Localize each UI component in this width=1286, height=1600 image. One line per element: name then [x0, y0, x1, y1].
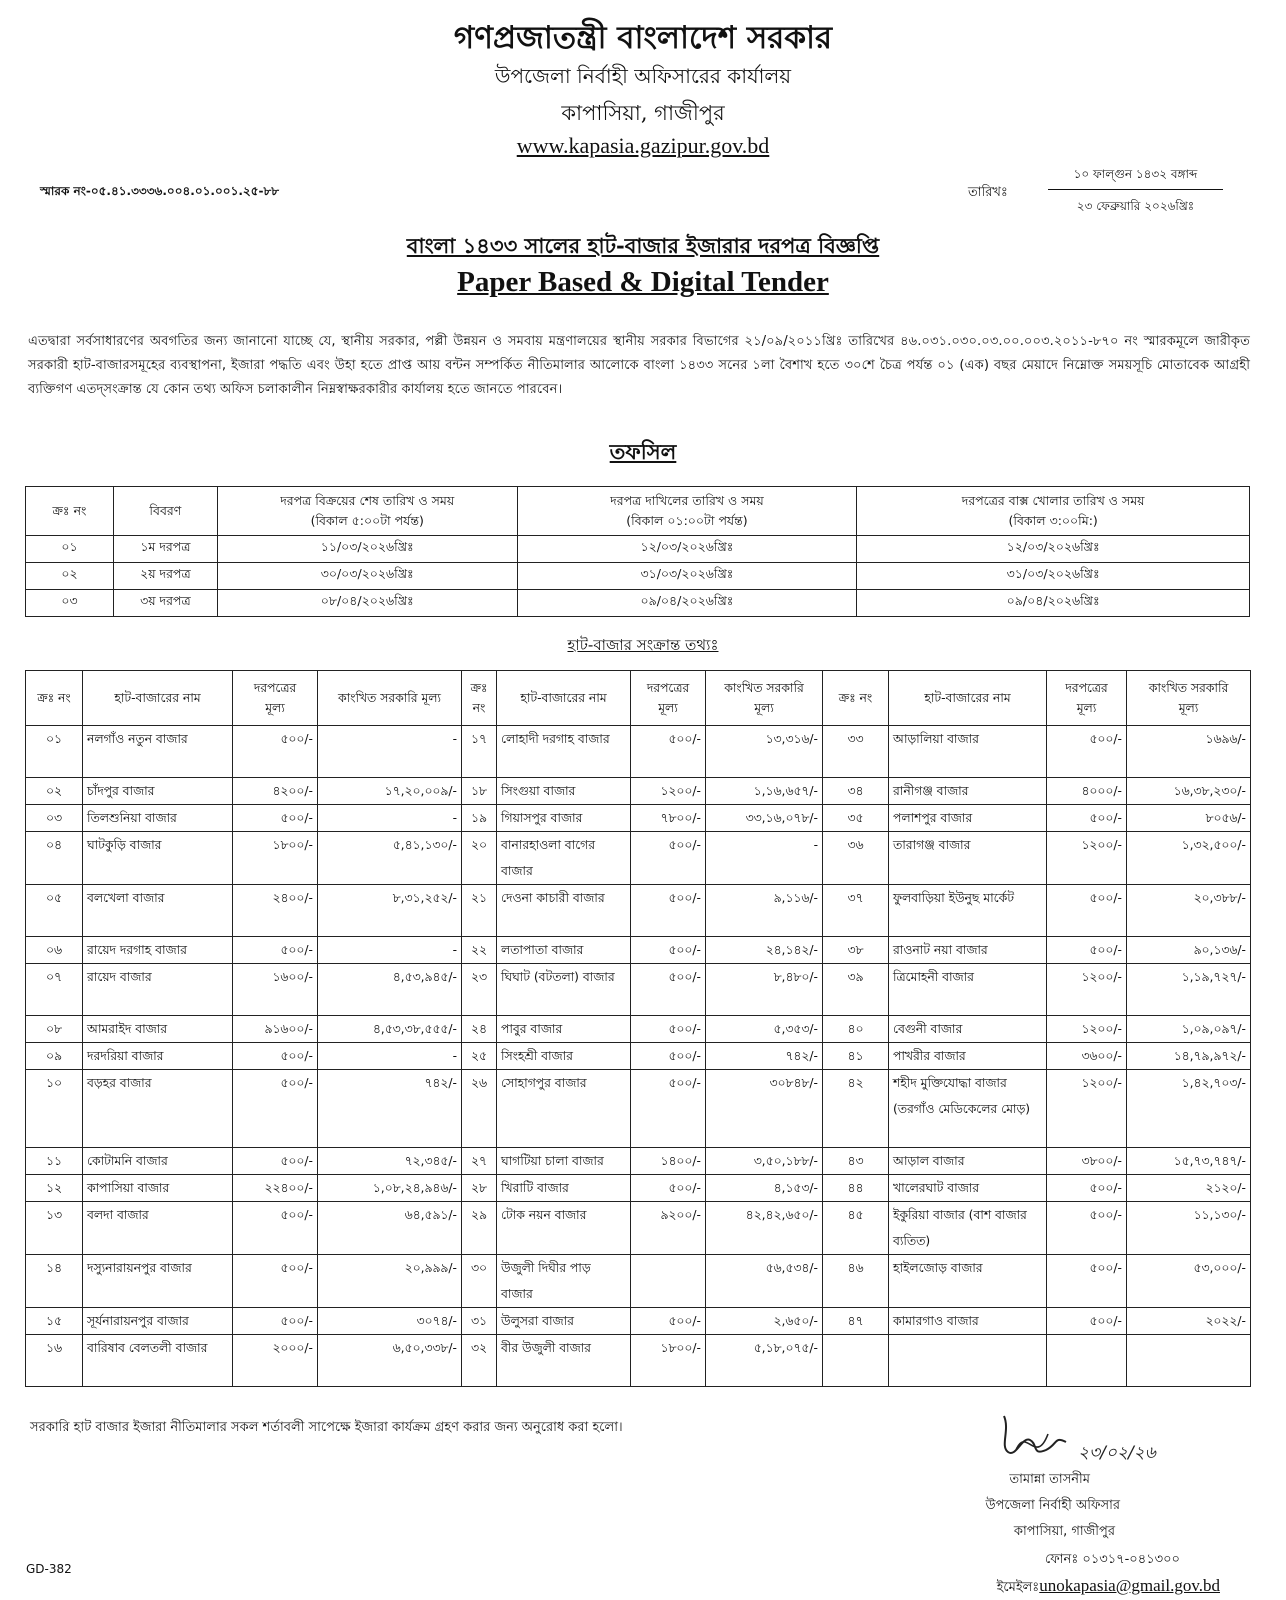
market-price: ১৪০০/-	[631, 1148, 706, 1175]
market-price: ৪২০০/-	[233, 778, 318, 805]
market-serial: ২৪	[462, 1016, 497, 1043]
market-price: ৯১৬০০/-	[233, 1016, 318, 1043]
market-govt-price: ৭৪২/-	[706, 1043, 823, 1070]
market-govt-price: ৩,৫০,১৮৮/-	[706, 1148, 823, 1175]
market-serial: ০৫	[26, 885, 83, 937]
market-govt-price: ১,৪২,৭০৩/-	[1127, 1070, 1251, 1148]
market-govt-price: -	[318, 726, 462, 778]
market-govt-price: ৫,১৮,০৭৫/-	[706, 1335, 823, 1387]
market-govt-price: ২১২০/-	[1127, 1175, 1251, 1202]
schedule-header-serial: ক্রঃ নং	[26, 487, 114, 536]
market-price: ৫০০/-	[631, 1016, 706, 1043]
header-name: হাট-বাজারের নাম	[889, 671, 1047, 726]
market-govt-price: ৪,১৫৩/-	[706, 1175, 823, 1202]
market-govt-price: ৩৩,১৬,০৭৮/-	[706, 805, 823, 832]
market-name: পলাশপুর বাজার	[889, 805, 1047, 832]
market-serial: ৪৪	[823, 1175, 889, 1202]
market-name: রায়েদ দরগাহ বাজার	[83, 937, 233, 964]
market-price: ৫০০/-	[1047, 1255, 1127, 1308]
market-table-body	[26, 726, 1251, 1387]
market-serial: ৩১	[462, 1308, 497, 1335]
market-govt-price: -	[318, 805, 462, 832]
market-govt-price: ৪,৫৩,৯৪৫/-	[318, 964, 462, 1016]
market-price	[631, 1255, 706, 1308]
market-serial: ৩৬	[823, 832, 889, 885]
market-serial: ১৭	[462, 726, 497, 778]
price-line2: মূল্য	[658, 701, 678, 715]
schedule-row	[26, 536, 1250, 563]
market-price: ৫০০/-	[1047, 937, 1127, 964]
open-header-line1: দরপত্রের বাক্স খোলার তারিখ ও সময়	[961, 493, 1145, 508]
market-govt-price: ২,৬৫০/-	[706, 1308, 823, 1335]
market-name: দরদরিয়া বাজার	[83, 1043, 233, 1070]
market-govt-price: ২০,৩৮৮/-	[1127, 885, 1251, 937]
market-row	[26, 1043, 1251, 1070]
serial-line1: ক্রঃ	[470, 681, 488, 695]
market-name: সিংহশ্রী বাজার	[497, 1043, 631, 1070]
market-govt-price: ৯০,১৩৬/-	[1127, 937, 1251, 964]
market-govt-price: ৩০৮৪৮/-	[706, 1070, 823, 1148]
notice-subtitle	[0, 266, 1286, 299]
market-govt-price: ৭৪২/-	[318, 1070, 462, 1148]
market-price: ৫০০/-	[631, 885, 706, 937]
serial-line2: নং	[472, 701, 486, 715]
market-name: টোক নয়ন বাজার	[497, 1202, 631, 1255]
market-govt-price: -	[318, 1043, 462, 1070]
market-serial: ২৭	[462, 1148, 497, 1175]
market-govt-price: ৫,৪১,১৩০/-	[318, 832, 462, 885]
market-row	[26, 1202, 1251, 1255]
market-name: কামারগাও বাজার	[889, 1308, 1047, 1335]
market-serial: ২১	[462, 885, 497, 937]
officer-phone: ফোনঃ ০১৩১৭-০৪১৩০০	[1045, 1552, 1180, 1567]
signature-mark	[996, 1406, 1196, 1470]
email-label: ইমেইলঃ	[996, 1580, 1040, 1595]
market-price: ১২০০/-	[1047, 1016, 1127, 1043]
market-price: ১২০০/-	[1047, 1070, 1127, 1148]
market-serial: ৩৮	[823, 937, 889, 964]
market-price: ৯২০০/-	[631, 1202, 706, 1255]
market-info-heading-text: হাট-বাজার সংক্রান্ত তথ্যঃ	[567, 636, 719, 654]
market-govt-price: ১,১৯,৭২৭/-	[1127, 964, 1251, 1016]
market-name: সোহাগপুর বাজার	[497, 1070, 631, 1148]
market-serial: ৩৩	[823, 726, 889, 778]
market-price: ২০০০/-	[233, 1335, 318, 1387]
schedule-submit-date: ৩১/০৩/২০২৬খ্রিঃ	[517, 563, 857, 590]
market-name: খিরাটি বাজার	[497, 1175, 631, 1202]
details-heading	[0, 436, 1286, 471]
signature-date: ২৩/০২/২৬	[1078, 1443, 1156, 1463]
market-name: বারিষাব বেলতলী বাজার	[83, 1335, 233, 1387]
market-row	[26, 1148, 1251, 1175]
price-line2: মূল্য	[265, 701, 285, 715]
market-price: ৫০০/-	[631, 964, 706, 1016]
schedule-open-date: ০৯/০৪/২০২৬খ্রিঃ	[857, 590, 1250, 617]
market-serial: ০২	[26, 778, 83, 805]
market-serial: ১১	[26, 1148, 83, 1175]
market-name: লতাপাতা বাজার	[497, 937, 631, 964]
market-serial: ০৯	[26, 1043, 83, 1070]
schedule-table	[25, 486, 1250, 617]
price-line1: দরপত্রের	[1065, 681, 1108, 695]
price-line2: মূল্য	[1076, 701, 1097, 715]
market-price: ১৮০০/-	[233, 832, 318, 885]
market-price: ৫০০/-	[233, 805, 318, 832]
market-price: ৫০০/-	[233, 726, 318, 778]
date-label: তারিখঃ	[968, 185, 1008, 200]
market-name: তিলশুনিয়া বাজার	[83, 805, 233, 832]
market-price: ২৪০০/-	[233, 885, 318, 937]
schedule-submit-date: ১২/০৩/২০২৬খ্রিঃ	[517, 536, 857, 563]
market-name: বানারহাওলা বাগের বাজার	[497, 832, 631, 885]
schedule-sale-date: ৩০/০৩/২০২৬খ্রিঃ	[217, 563, 517, 590]
market-price: ৫০০/-	[1047, 1308, 1127, 1335]
market-price: ১৬০০/-	[233, 964, 318, 1016]
schedule-serial: ০৩	[26, 590, 114, 617]
govt-line1: কাংখিত সরকারি	[1148, 681, 1229, 695]
market-row	[26, 885, 1251, 937]
header-serial	[462, 671, 497, 726]
government-heading: গণপ্রজাতন্ত্রী বাংলাদেশ সরকার	[453, 20, 833, 56]
market-govt-price: ৬,৫০,৩৩৮/-	[318, 1335, 462, 1387]
market-serial: ০৮	[26, 1016, 83, 1043]
market-name: কোটামনি বাজার	[83, 1148, 233, 1175]
market-serial: ২২	[462, 937, 497, 964]
header-price	[233, 671, 318, 726]
market-price: ৫০০/-	[233, 937, 318, 964]
market-serial: ৪১	[823, 1043, 889, 1070]
officer-title: উপজেলা নির্বাহী অফিসার	[985, 1498, 1120, 1513]
market-table	[25, 670, 1251, 1387]
market-govt-price: ২৪,১৪২/-	[706, 937, 823, 964]
market-serial: ৪০	[823, 1016, 889, 1043]
market-govt-price: ১৬৯৬/-	[1127, 726, 1251, 778]
schedule-header-open	[857, 487, 1250, 536]
officer-email	[860, 1576, 1220, 1599]
header-serial: ক্রঃ নং	[823, 671, 889, 726]
market-row	[26, 937, 1251, 964]
market-name: তারাগঞ্জ বাজার	[889, 832, 1047, 885]
market-serial: ০১	[26, 726, 83, 778]
market-govt-price: ৬৪,৫৯১/-	[318, 1202, 462, 1255]
market-serial: ৪৩	[823, 1148, 889, 1175]
market-serial: ৪৭	[823, 1308, 889, 1335]
market-govt-price: ১,১৬,৬৫৭/-	[706, 778, 823, 805]
market-serial: ২৩	[462, 964, 497, 1016]
schedule-row	[26, 590, 1250, 617]
market-price: ৫০০/-	[233, 1043, 318, 1070]
market-serial: ৪২	[823, 1070, 889, 1148]
market-name: পাখরীর বাজার	[889, 1043, 1047, 1070]
market-serial: ২৬	[462, 1070, 497, 1148]
market-row	[26, 1070, 1251, 1148]
market-govt-price: -	[318, 937, 462, 964]
header-price	[631, 671, 706, 726]
market-govt-price: ১,৩২,৫০০/-	[1127, 832, 1251, 885]
market-govt-price: ৩০৭৪/-	[318, 1308, 462, 1335]
sale-header-line2: (বিকাল ৫:০০টা পর্যন্ত)	[310, 513, 424, 528]
market-govt-price: ২০,৯৯৯/-	[318, 1255, 462, 1308]
market-price: ৫০০/-	[631, 1308, 706, 1335]
date-english: ২৩ ফেব্রুয়ারি ২০২৬খ্রিঃ	[1076, 199, 1195, 213]
header-serial: ক্রঃ নং	[26, 671, 83, 726]
market-name: বলদা বাজার	[83, 1202, 233, 1255]
market-price: ৫০০/-	[233, 1255, 318, 1308]
market-name	[889, 1335, 1047, 1387]
market-govt-price: ৮,৩১,২৫২/-	[318, 885, 462, 937]
market-row	[26, 1308, 1251, 1335]
market-name: ইকুরিয়া বাজার (বাশ বাজার ব্যতিত)	[889, 1202, 1047, 1255]
officer-name: তামান্না তাসনীম	[1009, 1472, 1090, 1487]
market-row	[26, 964, 1251, 1016]
market-name: রাওনাট নয়া বাজার	[889, 937, 1047, 964]
market-price: ৫০০/-	[631, 1070, 706, 1148]
market-name: দেওনা কাচারী বাজার	[497, 885, 631, 937]
schedule-header-submit	[517, 487, 857, 536]
market-price: ১৮০০/-	[631, 1335, 706, 1387]
market-serial: ১৮	[462, 778, 497, 805]
schedule-serial: ০২	[26, 563, 114, 590]
schedule-description: ১ম দরপত্র	[113, 536, 217, 563]
market-govt-price: ১৬,৩৮,২৩০/-	[1127, 778, 1251, 805]
market-serial: ৩২	[462, 1335, 497, 1387]
market-name: ফুলবাড়িয়া ইউনুছ মার্কেট	[889, 885, 1047, 937]
market-header-row	[26, 671, 1251, 726]
market-serial: ৪৬	[823, 1255, 889, 1308]
details-heading-text: তফসিল	[609, 439, 677, 464]
market-price	[1047, 1335, 1127, 1387]
market-name: গিয়াসপুর বাজার	[497, 805, 631, 832]
market-serial: ২৯	[462, 1202, 497, 1255]
market-govt-price: ৫,৩৫৩/-	[706, 1016, 823, 1043]
market-row	[26, 1255, 1251, 1308]
header-price	[1047, 671, 1127, 726]
schedule-open-date: ১২/০৩/২০২৬খ্রিঃ	[857, 536, 1250, 563]
market-govt-price: ৪২,৪২,৬৫০/-	[706, 1202, 823, 1255]
market-price: ৫০০/-	[631, 937, 706, 964]
website-link[interactable]: www.kapasia.gazipur.gov.bd	[516, 133, 770, 158]
market-row	[26, 778, 1251, 805]
document-code: GD-382	[26, 1562, 72, 1576]
schedule-sale-date: ১১/০৩/২০২৬খ্রিঃ	[217, 536, 517, 563]
market-price: ৫০০/-	[233, 1148, 318, 1175]
market-govt-price: ১৫,৭৩,৭৪৭/-	[1127, 1148, 1251, 1175]
market-name: শহীদ মুক্তিযোদ্ধা বাজার (তরগাঁও মেডিকেলের মোড়)	[889, 1070, 1047, 1148]
market-price: ৫০০/-	[233, 1070, 318, 1148]
market-govt-price: ১৪,৭৯,৯৭২/-	[1127, 1043, 1251, 1070]
sale-header-line1: দরপত্র বিক্রয়ের শেষ তারিখ ও সময়	[280, 493, 455, 508]
schedule-header-sale	[217, 487, 517, 536]
market-govt-price: ১৭,২০,০০৯/-	[318, 778, 462, 805]
market-serial: ২৫	[462, 1043, 497, 1070]
market-name: ঘাটকুড়ি বাজার	[83, 832, 233, 885]
header-govt	[1127, 671, 1251, 726]
header-name: হাট-বাজারের নাম	[497, 671, 631, 726]
market-name: বীর উজুলী বাজার	[497, 1335, 631, 1387]
schedule-open-date: ৩১/০৩/২০২৬খ্রিঃ	[857, 563, 1250, 590]
date-bangla: ১০ ফাল্গুন ১৪৩২ বঙ্গাব্দ	[1048, 166, 1223, 190]
market-serial: ০৬	[26, 937, 83, 964]
market-price: ৫০০/-	[1047, 1202, 1127, 1255]
market-govt-price: ২০২২/-	[1127, 1308, 1251, 1335]
schedule-sale-date: ০৮/০৪/২০২৬খ্রিঃ	[217, 590, 517, 617]
intro-paragraph: এতদ্বারা সর্বসাধারণের অবগতির জন্য জানানো যাচ্ছে যে, স্থানীয় সরকার, পল্লী উন্নয়ন ও সমবায় মন্ত্রণালয়ের স্থানীয় সরকার বিভাগের ২১/০৯/২০১১খ্রিঃ তারিখের ৪৬.০৩১.০৩০.০৩.০০.০০৩.২০১১-৮৭০ নং স্মারকমূলে জারীকৃত সরকারী হাট-বাজারসমূহের ব্যবস্থাপনা, ইজারা পদ্ধতি এবং উহা হতে প্রাপ্ত আয় বন্টন সম্পর্কিত নীতিমালার আলোকে বাংলা ১৪৩৩ সনের ১লা বৈশাখ হতে ৩০শে চৈত্র পর্যন্ত ০১ (এক) বছর মেয়াদে নিম্নোক্ত সময়সূচি মোতাবেক আগ্রহী ব্যক্তিগণ এতদ্সংক্রান্ত যে কোন তথ্য অফিস চলাকালীন নিম্নস্বাক্ষরকারীর কার্যালয় হতে জানতে পারবেন।	[28, 334, 1250, 397]
govt-line2: মূল্য	[754, 701, 774, 715]
market-price: ১২০০/-	[631, 778, 706, 805]
notice-title-text: বাংলা ১৪৩৩ সালের হাট-বাজার ইজারার দরপত্র বিজ্ঞপ্তি	[406, 233, 880, 258]
market-govt-price: ৮,৪৮০/-	[706, 964, 823, 1016]
market-serial: ৩৯	[823, 964, 889, 1016]
market-serial: ২৮	[462, 1175, 497, 1202]
market-name: খালেরঘাট বাজার	[889, 1175, 1047, 1202]
email-link[interactable]: unokapasia@gmail.gov.bd	[1039, 1576, 1220, 1595]
office-name: উপজেলা নির্বাহী অফিসারের কার্যালয়	[494, 64, 792, 88]
market-serial: ২০	[462, 832, 497, 885]
market-price: ৫০০/-	[1047, 805, 1127, 832]
market-row	[26, 805, 1251, 832]
market-price: ১২০০/-	[1047, 964, 1127, 1016]
market-name: রায়েদ বাজার	[83, 964, 233, 1016]
market-govt-price: ৯,১১৬/-	[706, 885, 823, 937]
market-name: সিংগুয়া বাজার	[497, 778, 631, 805]
market-price: ২২৪০০/-	[233, 1175, 318, 1202]
market-name: ঘিঘাট (বটতলা) বাজার	[497, 964, 631, 1016]
schedule-header-row	[26, 487, 1250, 536]
market-name: পাবুর বাজার	[497, 1016, 631, 1043]
market-price: ৩৮০০/-	[1047, 1148, 1127, 1175]
market-govt-price: ৮০৫৬/-	[1127, 805, 1251, 832]
market-name: চাঁদপুর বাজার	[83, 778, 233, 805]
schedule-serial: ০১	[26, 536, 114, 563]
market-serial: ০৪	[26, 832, 83, 885]
market-serial: ০৭	[26, 964, 83, 1016]
market-serial: ১৪	[26, 1255, 83, 1308]
market-govt-price	[1127, 1335, 1251, 1387]
market-price: ১২০০/-	[1047, 832, 1127, 885]
market-govt-price: ৪,৫৩,৩৮,৫৫৫/-	[318, 1016, 462, 1043]
market-row	[26, 832, 1251, 885]
officer-place: কাপাসিয়া, গাজীপুর	[1013, 1524, 1115, 1539]
market-serial: ১০	[26, 1070, 83, 1148]
market-name: উলুসরা বাজার	[497, 1308, 631, 1335]
market-govt-price: ১,০৮,২৪,৯৪৬/-	[318, 1175, 462, 1202]
schedule-row	[26, 563, 1250, 590]
market-name: সূর্যনারায়নপুর বাজার	[83, 1308, 233, 1335]
market-serial: ১২	[26, 1175, 83, 1202]
market-serial: ৩৭	[823, 885, 889, 937]
market-name: কাপাসিয়া বাজার	[83, 1175, 233, 1202]
market-price: ৫০০/-	[233, 1202, 318, 1255]
market-name: ঘাগটিয়া চালা বাজার	[497, 1148, 631, 1175]
header-govt: কাংখিত সরকারি মূল্য	[318, 671, 462, 726]
market-price: ৫০০/-	[631, 1175, 706, 1202]
market-govt-price: -	[706, 832, 823, 885]
header-govt	[706, 671, 823, 726]
market-price: ৪০০০/-	[1047, 778, 1127, 805]
market-price: ৫০০/-	[631, 1043, 706, 1070]
market-name: বেগুনী বাজার	[889, 1016, 1047, 1043]
market-row	[26, 1016, 1251, 1043]
price-line1: দরপত্রের	[253, 681, 297, 695]
memo-number: স্মারক নং-০৫.৪১.৩৩৩৬.০০৪.০১.০০১.২৫-৮৮	[40, 184, 280, 198]
market-price: ৭৮০০/-	[631, 805, 706, 832]
schedule-description: ৩য় দরপত্র	[113, 590, 217, 617]
market-name: ত্রিমোহনী বাজার	[889, 964, 1047, 1016]
market-row	[26, 1335, 1251, 1387]
market-row	[26, 1175, 1251, 1202]
market-serial: ১৫	[26, 1308, 83, 1335]
schedule-header-description: বিবরণ	[113, 487, 217, 536]
market-price: ৫০০/-	[233, 1308, 318, 1335]
govt-line1: কাংখিত সরকারি	[724, 681, 804, 695]
price-line1: দরপত্রের	[646, 681, 690, 695]
submit-header-line1: দরপত্র দাখিলের তারিখ ও সময়	[610, 493, 764, 508]
market-govt-price: ৫৩,০০০/-	[1127, 1255, 1251, 1308]
office-place: কাপাসিয়া, গাজীপুর	[561, 101, 725, 125]
market-serial: ১৬	[26, 1335, 83, 1387]
market-name: দস্যুনারায়নপুর বাজার	[83, 1255, 233, 1308]
market-info-heading	[0, 634, 1286, 659]
open-header-line2: (বিকাল ৩:০০মি:)	[1008, 513, 1098, 528]
market-price: ৫০০/-	[631, 726, 706, 778]
market-serial: ১৯	[462, 805, 497, 832]
market-price: ৫০০/-	[1047, 885, 1127, 937]
market-price: ৫০০/-	[1047, 726, 1127, 778]
market-serial: ৪৫	[823, 1202, 889, 1255]
market-name: নলগাঁও নতুন বাজার	[83, 726, 233, 778]
market-name: আড়ালিয়া বাজার	[889, 726, 1047, 778]
header-name: হাট-বাজারের নাম	[83, 671, 233, 726]
market-serial: ০৩	[26, 805, 83, 832]
submit-header-line2: (বিকাল ০১:০০টা পর্যন্ত)	[626, 513, 748, 528]
market-serial	[823, 1335, 889, 1387]
notice-subtitle-text: Paper Based & Digital Tender	[457, 266, 829, 298]
schedule-description: ২য় দরপত্র	[113, 563, 217, 590]
market-govt-price: ১,০৯,০৯৭/-	[1127, 1016, 1251, 1043]
market-govt-price: ৫৬,৫৩৪/-	[706, 1255, 823, 1308]
market-govt-price: ১১,১৩০/-	[1127, 1202, 1251, 1255]
schedule-submit-date: ০৯/০৪/২০২৬খ্রিঃ	[517, 590, 857, 617]
market-name: হাইলজোড় বাজার	[889, 1255, 1047, 1308]
market-price: ৫০০/-	[631, 832, 706, 885]
market-name: বড়হর বাজার	[83, 1070, 233, 1148]
market-price: ৫০০/-	[1047, 1175, 1127, 1202]
footer-note: সরকারি হাট বাজার ইজারা নীতিমালার সকল শর্তাবলী সাপেক্ষে ইজারা কার্যক্রম গ্রহণ করার জন্য অনুরোধ করা হলো।	[30, 1420, 623, 1435]
market-serial: ১৩	[26, 1202, 83, 1255]
market-name: লোহাদী দরগাহ বাজার	[497, 726, 631, 778]
market-serial: ৩৫	[823, 805, 889, 832]
market-name: বলখেলা বাজার	[83, 885, 233, 937]
market-name: আড়াল বাজার	[889, 1148, 1047, 1175]
market-govt-price: ১৩,৩১৬/-	[706, 726, 823, 778]
market-serial: ৩৪	[823, 778, 889, 805]
market-govt-price: ৭২,৩৪৫/-	[318, 1148, 462, 1175]
notice-title	[0, 230, 1286, 265]
market-name: উজুলী দিঘীর পাড় বাজার	[497, 1255, 631, 1308]
market-name: রানীগঞ্জ বাজার	[889, 778, 1047, 805]
market-name: আমরাইদ বাজার	[83, 1016, 233, 1043]
market-row	[26, 726, 1251, 778]
govt-line2: মূল্য	[1178, 701, 1199, 715]
market-price: ৩৬০০/-	[1047, 1043, 1127, 1070]
market-serial: ৩০	[462, 1255, 497, 1308]
